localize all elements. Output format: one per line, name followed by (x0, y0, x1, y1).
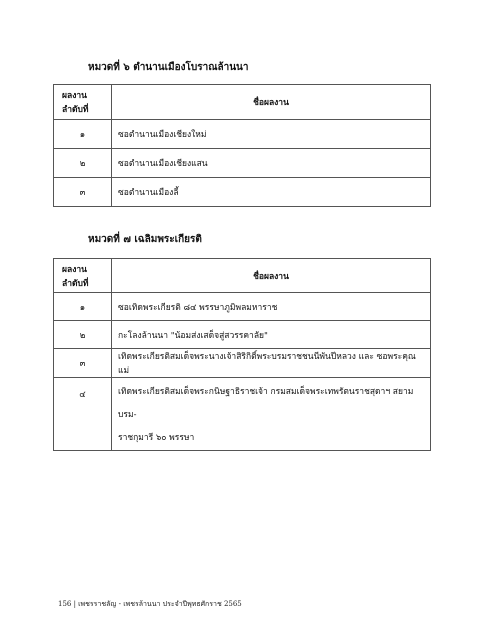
row-number: ๒ (54, 321, 112, 349)
column-header-number: ผลงานลำดับที่ (54, 85, 112, 120)
table-row (54, 149, 431, 178)
table-row (54, 321, 431, 349)
column-header-number: ผลงานลำดับที่ (54, 259, 112, 293)
table-header-row (54, 85, 431, 120)
row-title: ซอตำนานเมืองเชียงใหม่ (112, 120, 431, 149)
page-footer: 156 | เพชรราชลัญ - เพชรล้านนา ประจำปีพุทธศักราช 2565 (58, 600, 242, 608)
row-number: ๑ (54, 120, 112, 149)
table-header-row (54, 259, 431, 293)
row-title (112, 378, 431, 451)
row-title: ซอตำนานเมืองเชียงแสน (112, 149, 431, 178)
row-number: ๑ (54, 293, 112, 321)
table-row (54, 378, 431, 451)
row-title: เทิดพระเกียรติสมเด็จพระนางเจ้าสิริกิติ์พระบรมราชชนนีพันปีหลวง และ ซอพระคุณแม่ (112, 349, 431, 378)
section-7-heading: หมวดที่ ๗ เฉลิมพระเกียรติ (88, 234, 202, 245)
row-number: ๓ (54, 178, 112, 207)
table-row (54, 349, 431, 378)
row-number: ๓ (54, 349, 112, 378)
table-row (54, 120, 431, 149)
row-title: กะโลงล้านนา "น้อมส่งเสด็จสู่สวรรคาลัย" (112, 321, 431, 349)
section-6-table (53, 84, 431, 207)
row-number: ๒ (54, 149, 112, 178)
row-title-line-1: เทิดพระเกียรติสมเด็จพระกนิษฐาธิราชเจ้า กรมสมเด็จพระเทพรัตนราชสุดาฯ สยามบรม- (118, 387, 414, 420)
column-header-title: ชื่อผลงาน (112, 259, 431, 293)
section-6-heading: หมวดที่ ๖ ตำนานเมืองโบราณล้านนา (88, 62, 249, 73)
row-title-line-2: ราชกุมารี ๖๐ พรรษา (118, 433, 195, 443)
row-title: ซอเทิดพระเกียรติ ๘๔ พรรษาภูมิพลมหาราช (112, 293, 431, 321)
row-number: ๔ (54, 378, 112, 451)
table-row (54, 178, 431, 207)
column-header-title: ชื่อผลงาน (112, 85, 431, 120)
section-7-table (53, 258, 431, 451)
table-row (54, 293, 431, 321)
row-title: ซอตำนานเมืองลี้ (112, 178, 431, 207)
